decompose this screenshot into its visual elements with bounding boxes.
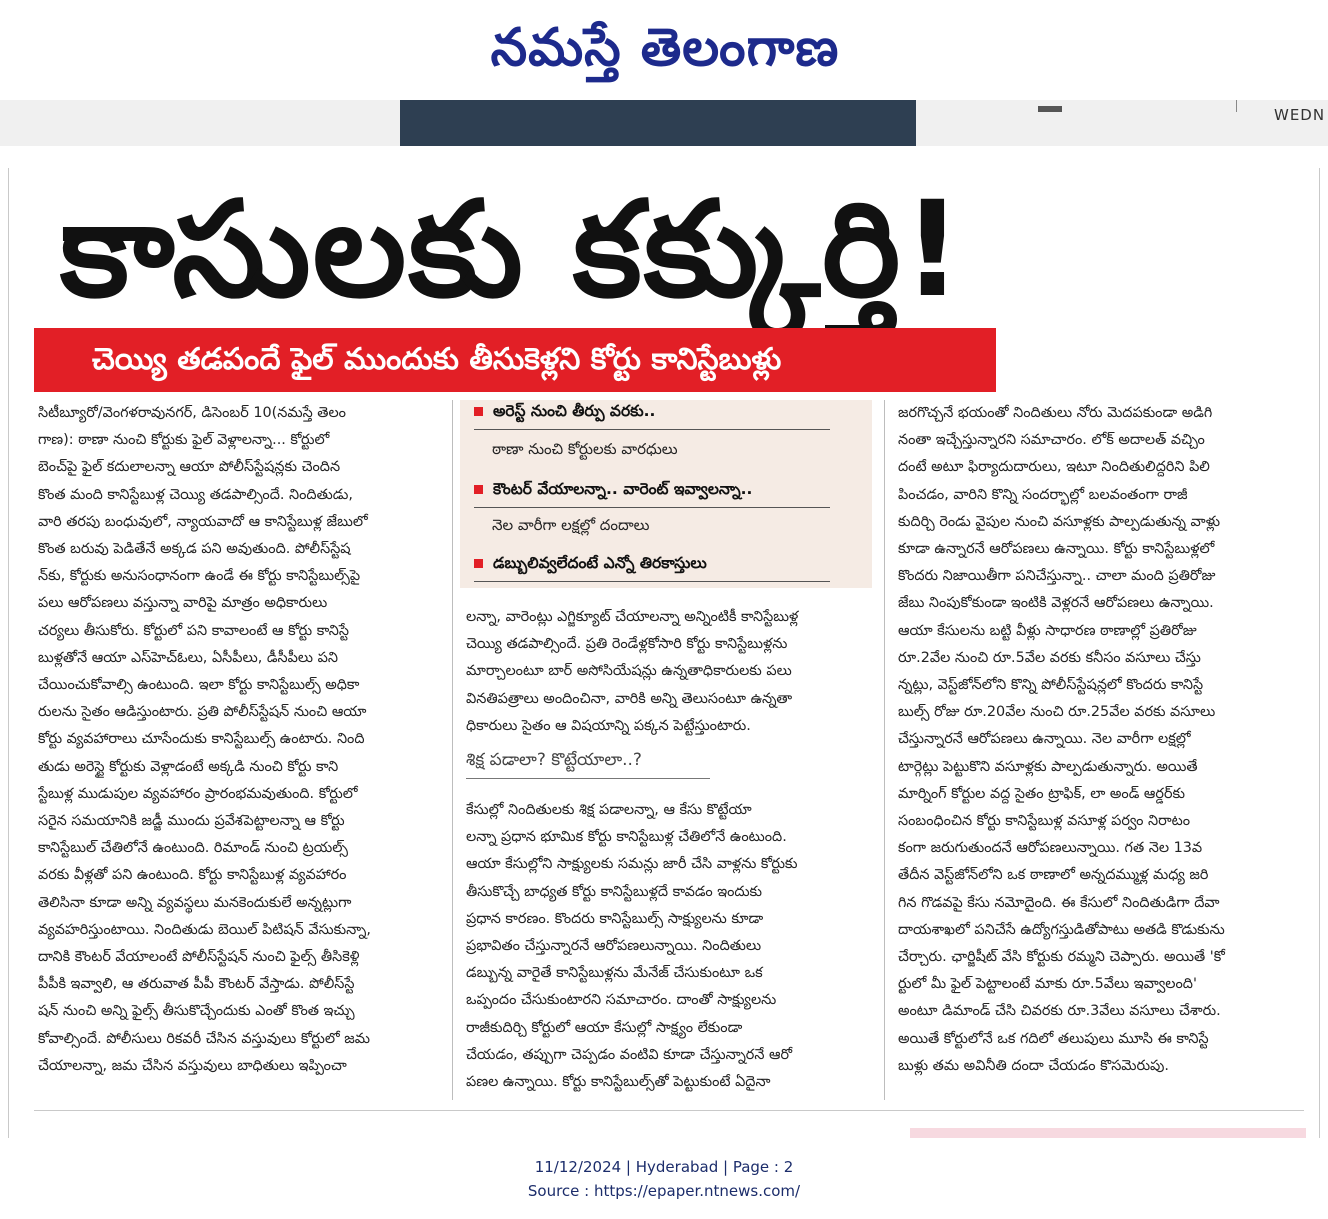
article-line: లన్నా, వారెంట్లు ఎగ్జిక్యూట్ చేయాలన్నా అన్నింటికీ కానిస్టేబుళ్ల (466, 609, 799, 625)
article-line: వారి తరపు బంధువులో, న్యాయవాదో ఆ కానిస్టేబుళ్ల జేబులో (38, 513, 368, 530)
article-line: కేసుల్లో నిందితులకు శిక్ష పడాలన్నా, ఆ కేసు కొట్టేయా (466, 802, 752, 818)
article-line: చేయాలన్నా, జమ చేసిన వస్తువులు బాధితులు ఇప్పించా (38, 1057, 347, 1074)
weekday-label: WEDN (1274, 106, 1326, 124)
article-line: అంటూ డిమాండ్ చేసి చివరకు రూ.3వేలు వసూలు చేశారు. (898, 1003, 1221, 1020)
highlight-item (474, 480, 752, 502)
article-line: పణల ఉన్నాయి. కోర్టు కానిస్టేబుల్స్‌తో పెట్టుకుంటే ఏదైనా (466, 1074, 771, 1091)
article-column-2-bottom (466, 797, 871, 1096)
article-line: ఒప్పందం చేసుకుంటారని సమాచారం. దాంతో సాక్ష్యులను (466, 992, 777, 1009)
highlight-item (474, 402, 655, 424)
next-article-bar (910, 1128, 1306, 1138)
section-banner (400, 100, 916, 146)
article-line: మార్నింగ్ కోర్టుల వద్ద సైతం ట్రాఫిక్, లా అండ్ ఆర్డర్‌కు (898, 785, 1185, 802)
article-line: చేయడం, తప్పుగా చెప్పడం వంటివి కూడా చేస్తున్నారనే ఆరో (466, 1046, 793, 1063)
article-line: బుల్స్ రోజు రూ.20వేల నుంచి రూ.25వేల వరకు వసూలు (898, 704, 1216, 721)
article-line: జరగొచ్చనే భయంతో నిందితులు నోరు మెదపకుండా అడిగి (898, 405, 1213, 421)
article-line: షన్ నుంచి అన్ని ఫైల్స్ తీసుకొచ్చేందుకు ఎంతో కొంత ఇచ్చు (38, 1003, 355, 1020)
column-divider (452, 400, 453, 1100)
article-line: సిటీబ్యూరో/వెంగళరావునగర్, డిసెంబర్ 10(నమస్తే తెలం (38, 405, 346, 421)
article-line: బెంచ్‌పై ఫైల్ కదులాలన్నా ఆయా పోలీస్‌స్టేషన్లకు చెందిన (38, 459, 341, 476)
article-line: చర్యలు తీసుకోరు. కోర్టులో పని కావాలంటే ఆ కోర్టు కానిస్టే (38, 622, 349, 639)
article-line: పలు ఆరోపణలు వస్తున్నా వారిపై మాత్రం అధికారులు (38, 595, 328, 612)
column-divider (884, 400, 885, 1100)
article-line: చేయించుకోవాల్సి ఉంటుంది. ఇలా కోర్టు కానిస్టేబుల్స్ అధికా (38, 677, 360, 694)
article-line: లన్నా ప్రధాన భూమిక కోర్టు కానిస్టేబుళ్ల చేతిలోనే ఉంటుంది. (466, 829, 787, 846)
highlight-item (474, 554, 707, 576)
article-line: ఆయా కేసుల్లోని సాక్ష్యులకు సమన్లు జారీ చేసి వాళ్లను కోర్టుకు (466, 856, 798, 873)
article-line: కొందరు నిజాయితీగా పనిచేస్తున్నా.. చాలా మంది ప్రతిరోజు (898, 568, 1216, 585)
article-line: కూడా ఉన్నారనే ఆరోపణలు ఉన్నాయి. కోర్టు కానిస్టేబుళ్లలో (898, 541, 1215, 558)
article-line: ఆయా కేసులను బట్టి వీళ్లు సాధారణ ఠాణాల్లో ప్రతిరోజు (898, 622, 1197, 639)
article-line: బుళ్లు తమ అవినీతి దందా చేయడం కొసమెరుపు. (898, 1057, 1169, 1074)
article-line: పించడం, వారిని కొన్ని సందర్భాల్లో బలవంతంగా రాజీ (898, 486, 1188, 503)
bullet-icon (474, 559, 483, 568)
article-line: కుదిర్చి రెండు వైపుల నుంచి వసూళ్లకు పాల్పడుతున్న వాళ్లు (898, 513, 1221, 530)
article-line: చెయ్యి తడపాల్సిందే. ప్రతి రెండేళ్లకోసారి కోర్టు కానిస్టేబుళ్లను (466, 636, 788, 653)
frame-left-rule (8, 168, 9, 1138)
article-line: కొంత బరువు పెడితేనే అక్కడ పని అవుతుంది. పోలీస్‌స్టేష (38, 541, 351, 558)
article-line: పీపీకి ఇవ్వాలి, ఆ తరువాత పీపీ కౌంటర్ వేస్తాడు. పోలీస్‌స్టే (38, 976, 355, 993)
separator-mark (1038, 106, 1062, 112)
bottom-rule (34, 1110, 1304, 1111)
section-subhead: శిక్ష పడాలా? కొట్టేయాలా..? (466, 750, 642, 770)
article-line: న్‌కు, కోర్టుకు అనుసంధానంగా ఉండే ఈ కోర్టు కానిస్టేబుల్స్‌పై (38, 568, 361, 585)
article-line: స్టేబుళ్ల ముడుపుల వ్యవహారం ప్రారంభమవుతుంది. కోర్టులో (38, 785, 358, 802)
masthead (0, 0, 1328, 100)
article-column-1 (38, 400, 438, 1080)
separator-line (1236, 100, 1237, 112)
article-line: న్నట్లు, వెస్ట్‌జోన్‌లోని కొన్ని పోలీస్‌స్టేషన్లలో కొందరు కానిస్టే (898, 677, 1204, 694)
article-line: మార్చాలంటూ బార్ అసోసియేషన్లు ఉన్నతాధికారులకు పలు (466, 663, 792, 680)
article-line: ధికారులు సైతం ఆ విషయాన్ని పక్కన పెట్టేస్తుంటారు. (466, 717, 751, 734)
article-line: వినతిపత్రాలు అందించినా, వారికి అన్ని తెలుసంటూ ఉన్నతా (466, 690, 793, 707)
article-line: కానిస్టేబుల్ చేతిలోనే ఉంటుంది. రిమాండ్ నుంచి ట్రయల్స్ (38, 840, 349, 857)
article-line: నంతా ఇచ్చేస్తున్నారని సమాచారం. లోక్ అదాలత్ వచ్చిం (898, 432, 1205, 449)
article-column-3 (898, 400, 1308, 1080)
article-line: చేర్చారు. ఛార్జిషీట్ వేసి కోర్టుకు రమ్మని చెప్పారు. అయితే 'కో (898, 949, 1225, 966)
article-line: వరకు వీళ్లతో పని ఉంటుంది. కోర్టు కానిస్టేబుళ్ల వ్యవహారం (38, 867, 347, 884)
article-line: తీసుకొచ్చే బాధ్యత కోర్టు కానిస్టేబుళ్లదే కావడం ఇందుకు (466, 883, 763, 900)
article-line: రాజీకుదిర్చి కోర్టులో ఆయా కేసుల్లో సాక్ష్యం లేకుండా (466, 1019, 743, 1036)
article-line: తుడు అరెస్టై కోర్టుకు వెళ్లాడంటే అక్కడి నుంచి కోర్టు కాని (38, 758, 339, 775)
bullet-icon (474, 407, 483, 416)
highlight-rule (474, 429, 830, 430)
article-line: దంటే అటూ ఫిర్యాదుదారులు, ఇటూ నిందితులిద్దరిని పిలి (898, 459, 1210, 476)
highlight-subtitle: ఠాణా నుంచి కోర్టులకు వారధులు (492, 440, 678, 458)
highlight-title: డబ్బులివ్వలేదంటే ఎన్నో తిరకాస్తులు (493, 554, 707, 572)
article-line: తేదీన వెస్ట్‌జోన్‌లోని ఒక ఠాణాలో అన్నదమ్ముళ్ల మధ్య జరి (898, 867, 1209, 884)
article-line: ర్టులో మీ ఫైల్ పెట్టాలంటే మాకు రూ.5వేలు ఇవ్వాలంది' (898, 976, 1197, 993)
article-line: చేస్తున్నారనే ఆరోపణలు ఉన్నాయి. నెల వారీగా లక్షల్లో (898, 731, 1191, 748)
subheadline-banner (34, 328, 996, 392)
source-link[interactable]: Source : https://epaper.ntnews.com/ (527, 1182, 801, 1200)
article-line: ప్రభావితం చేస్తున్నారనే ఆరోపణలున్నాయి. నిందితులు (466, 938, 762, 955)
article-line: బుళ్లతోనే ఆయా ఎస్‌హెచ్‌ఓలు, ఏసీపీలు, డీసీపీలు పని (38, 649, 338, 666)
article-line: డబ్బున్న వారైతే కానిస్టేబుళ్లను మేనేజ్ చేసుకుంటూ ఒక (466, 965, 763, 982)
article-line: కంగా జరుగుతుందనే ఆరోపణలున్నాయి. గత నెల 13వ (898, 840, 1203, 857)
subhead-rule (466, 778, 710, 779)
highlight-title: అరెస్ట్ నుంచి తీర్పు వరకు.. (493, 402, 656, 420)
header-strip (0, 100, 1328, 146)
highlight-subtitle: నెల వారీగా లక్షల్లో దందాలు (492, 516, 650, 534)
article-line: రూ.2వేల నుంచి రూ.5వేల వరకు కనీసం వసూలు చేస్తు (898, 649, 1201, 666)
article-line: గిన గొడవపై కేసు నమోదైంది. ఈ కేసులో నిందితుడిగా దేవా (898, 894, 1220, 911)
article-line: దానికి కౌంటర్ వేయాలంటే పోలీస్‌స్టేషన్ నుంచి ఫైల్స్ తీసికెళ్లి (38, 949, 360, 966)
article-column-2-top (466, 604, 871, 740)
article-line: ప్రధాన కారణం. కొందరు కానిస్టేబుల్స్ సాక్ష్యులను కూడా (466, 910, 764, 927)
newspaper-logo: నమస్తే తెలంగాణ (490, 17, 840, 78)
article-line: సరైన సమయానికి జడ్జీ ముందు ప్రవేశపెట్టాలన్నా ఆ కోర్టు (38, 813, 345, 830)
article-line: దాయశాఖలో పనిచేసే ఉద్యోగస్తుడితోపాటు అతడి కొడుకును (898, 921, 1225, 938)
subheadline-text: చెయ్యి తడపందే ఫైల్ ముందుకు తీసుకెళ్లని కోర్టు కానిస్టేబుళ్లు (92, 342, 782, 377)
article-line: రులను సైతం ఆడిస్తుంటారు. ప్రతి పోలీస్‌స్టేషన్ నుంచి ఆయా (38, 704, 367, 721)
article-line: గాణ): ఠాణా నుంచి కోర్టుకు ఫైల్ వెళ్లాలన్నా... కోర్టులో (38, 432, 330, 449)
article-line: జేబు నింపుకోకుండా ఇంటికి వెళ్లరనే ఆరోపణలు ఉన్నాయి. (898, 595, 1214, 612)
frame-right-rule (1319, 168, 1320, 1138)
article-line: వ్యవహరిస్తుంటాయి. నిందితుడు బెయిల్ పిటిషన్ వేసుకున్నా, (38, 921, 371, 938)
highlight-rule (474, 581, 830, 582)
article-line: టార్గెట్లు పెట్టుకొని వసూళ్లకు పాల్పడుతున్నారు. అయితే (898, 758, 1198, 775)
highlight-title: కౌంటర్ వేయాలన్నా.. వారెంట్ ఇవ్వాలన్నా.. (493, 480, 753, 498)
article-line: అయితే కోర్టులోనే ఒక గదిలో తలుపులు మూసి ఈ కానిస్టే (898, 1030, 1209, 1047)
article-line: సంబంధించిన కోర్టు కానిస్టేబుళ్ల వసూళ్ల పర్వం నిరాటం (898, 813, 1191, 830)
page-info: 11/12/2024 | Hyderabad | Page : 2 (534, 1158, 794, 1176)
article-line: తెలిసినా కూడా అన్ని వ్యవస్థలు మనకెందుకులే అన్నట్లుగా (38, 894, 352, 911)
article-headline: కాసులకు కక్కుర్తి! (60, 173, 965, 327)
article-line: కోవాల్సిందే. పోలీసులు రికవరీ చేసిన వస్తువులు కోర్టులో జమ (38, 1030, 371, 1047)
article-line: కోర్టు వ్యవహారాలు చూసేందుకు కానిస్టేబుల్స్ ఉంటారు. నింది (38, 731, 365, 748)
highlight-rule (474, 507, 830, 508)
bullet-icon (474, 485, 483, 494)
article-line: కొంత మంది కానిస్టేబుళ్ల చెయ్యి తడపాల్సిందే. నిందితుడు, (38, 486, 353, 503)
